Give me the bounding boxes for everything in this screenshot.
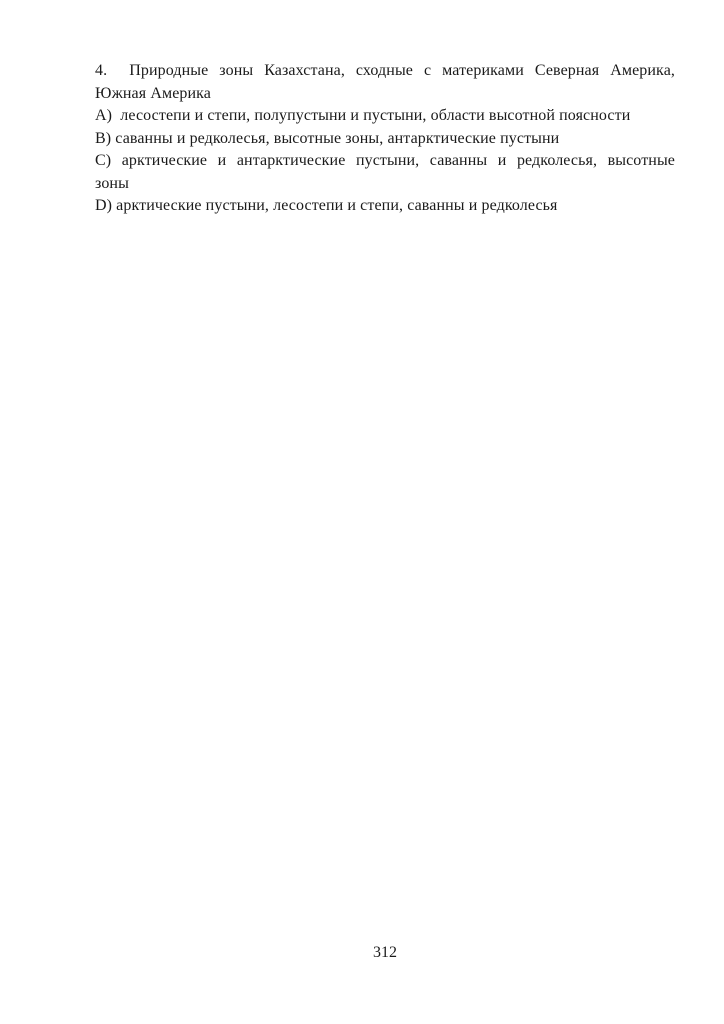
question-line-2: Южная Америка <box>95 84 211 102</box>
page-number: 312 <box>373 944 397 961</box>
option-c-line-1: С) арктические и антарктические пустыни, саванны и редколесья, высотные <box>95 152 675 169</box>
option-c-line-2: зоны <box>95 174 129 192</box>
question-line-1: 4. Природные зоны Казахстана, сходные с материками Северная Америка, <box>95 62 675 79</box>
option-d: D) арктические пустыни, лесостепи и степи, саванны и редколесья <box>95 197 558 214</box>
option-a: А) лесостепи и степи, полупустыни и пустыни, области высотной поясности <box>95 107 631 124</box>
question-block <box>95 60 675 218</box>
option-b: В) саванны и редколесья, высотные зоны, антарктические пустыни <box>95 129 560 147</box>
